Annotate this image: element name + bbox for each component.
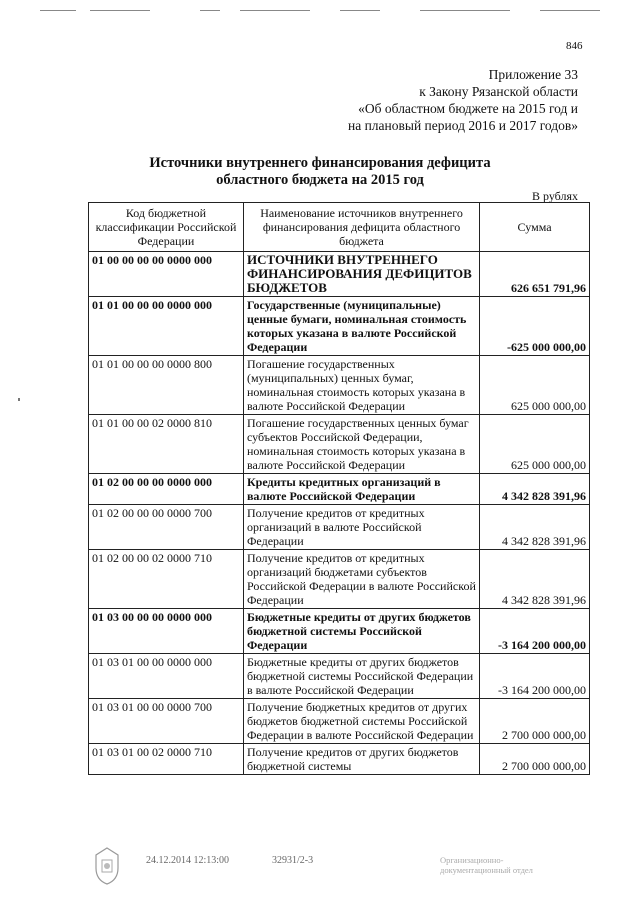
page-number: 846 [566,40,583,52]
row-code: 01 02 00 00 00 0000 000 [89,474,244,505]
row-code: 01 01 00 00 02 0000 810 [89,415,244,474]
table-row [89,297,590,356]
footer-org-stamp [440,855,533,875]
row-code: 01 00 00 00 00 0000 000 [89,252,244,297]
table-row [89,609,590,654]
title-line: Источники внутреннего финансирования дефицита [149,155,491,171]
table-row [89,415,590,474]
row-name: Получение кредитов от других бюджетов бюджетной системы [243,744,479,775]
table-row [89,654,590,699]
header-name: Наименование источников внутреннего финансирования дефицита областного бюджета [243,203,479,252]
budget-table [88,202,590,775]
row-sum: 625 000 000,00 [480,415,590,474]
table-row [89,252,590,297]
appendix-line: «Об областном бюджете на 2015 год и [358,101,578,116]
row-code: 01 01 00 00 00 0000 000 [89,297,244,356]
header-code: Код бюджетной классификации Российской Федерации [89,203,244,252]
appendix-line: к Закону Рязанской области [419,84,578,99]
document-title [0,155,640,189]
row-sum: 626 651 791,96 [480,252,590,297]
table-row [89,744,590,775]
row-sum: 4 342 828 391,96 [480,474,590,505]
table-header-row [89,203,590,252]
row-name: Государственные (муниципальные) ценные бумаги, номинальная стоимость которых указана в валюте Российской Федерации [243,297,479,356]
header-sum: Сумма [480,203,590,252]
row-sum: 2 700 000 000,00 [480,744,590,775]
row-code: 01 03 00 00 00 0000 000 [89,609,244,654]
row-name: Получение кредитов от кредитных организаций бюджетами субъектов Российской Федерации в валюте Российской Федерации [243,550,479,609]
table-row [89,505,590,550]
row-sum: -3 164 200 000,00 [480,654,590,699]
row-name: ИСТОЧНИКИ ВНУТРЕННЕГО ФИНАНСИРОВАНИЯ ДЕФИЦИТОВ БЮДЖЕТОВ [243,252,479,297]
scan-speck [18,398,20,401]
units-label: В рублях [531,189,578,203]
row-sum: -625 000 000,00 [480,297,590,356]
table-row [89,474,590,505]
row-name: Бюджетные кредиты от других бюджетов бюджетной системы Российской Федерации [243,609,479,654]
row-sum: -3 164 200 000,00 [480,609,590,654]
appendix-header [278,66,578,134]
row-sum: 2 700 000 000,00 [480,699,590,744]
row-code: 01 02 00 00 02 0000 710 [89,550,244,609]
table-row [89,699,590,744]
row-name: Бюджетные кредиты от других бюджетов бюджетной системы Российской Федерации в валюте Российской Федерации [243,654,479,699]
table-row [89,550,590,609]
row-name: Погашение государственных (муниципальных) ценных бумаг, номинальная стоимость которых указана в валюте Российской Федерации [243,356,479,415]
row-code: 01 02 00 00 00 0000 700 [89,505,244,550]
row-name: Кредиты кредитных организаций в валюте Российской Федерации [243,474,479,505]
footer-doc-id: 32931/2-3 [272,855,314,866]
org-line: Организационно- [440,855,504,865]
row-sum: 4 342 828 391,96 [480,505,590,550]
row-name: Погашение государственных ценных бумаг субъектов Российской Федерации, номинальная стоимость которых указана в валюте Российской Федерации [243,415,479,474]
appendix-line: на плановый период 2016 и 2017 годов» [347,118,578,133]
table-row [89,356,590,415]
title-line: областного бюджета на 2015 год [216,172,424,188]
row-code: 01 03 01 00 02 0000 710 [89,744,244,775]
row-code: 01 03 01 00 00 0000 000 [89,654,244,699]
org-line: документационный отдел [440,865,533,875]
row-code: 01 03 01 00 00 0000 700 [89,699,244,744]
footer-timestamp: 24.12.2014 12:13:00 [146,855,230,866]
coat-of-arms-icon [92,846,122,886]
row-code: 01 01 00 00 00 0000 800 [89,356,244,415]
row-name: Получение кредитов от кредитных организаций в валюте Российской Федерации [243,505,479,550]
appendix-line: Приложение 33 [488,67,578,82]
row-sum: 625 000 000,00 [480,356,590,415]
row-name: Получение бюджетных кредитов от других бюджетов бюджетной системы Российской Федерации в валюте Российской Федерации [243,699,479,744]
row-sum: 4 342 828 391,96 [480,550,590,609]
